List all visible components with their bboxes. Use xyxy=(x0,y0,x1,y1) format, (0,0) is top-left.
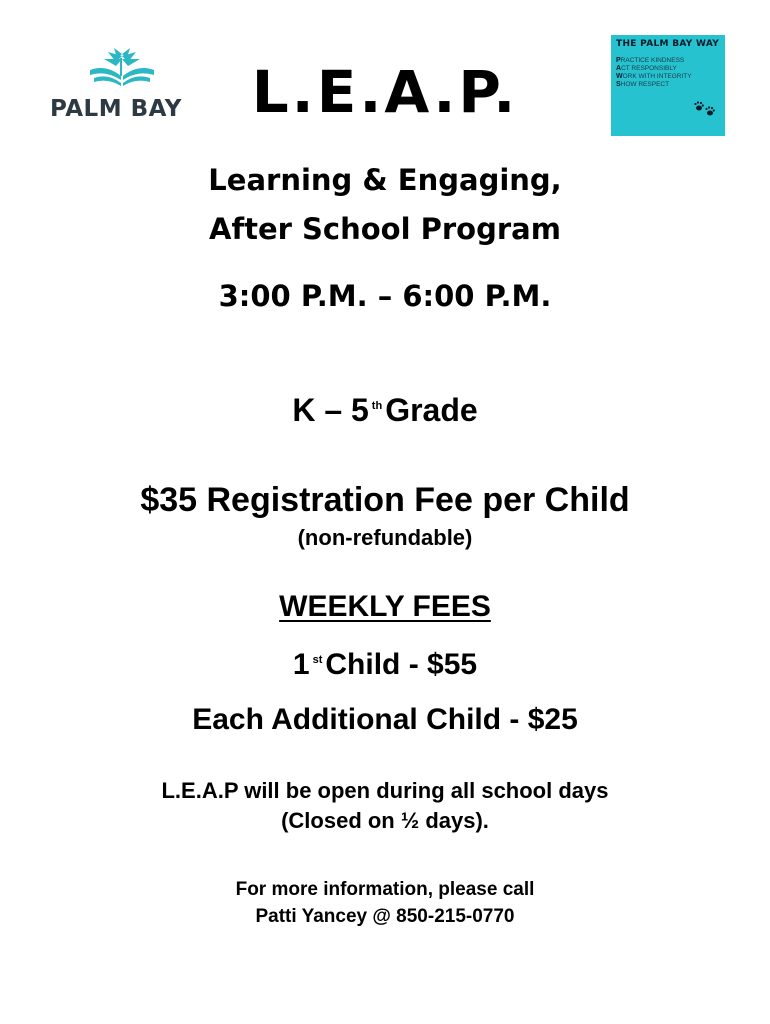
badge-line: WORK WITH INTEGRITY xyxy=(616,73,692,80)
paw-prints-icon xyxy=(693,100,717,118)
program-name-line-1: Learning & Engaging, xyxy=(208,163,562,197)
badge-line: ACT RESPONSIBLY xyxy=(616,65,677,72)
first-child-fee: 1 $^{st}$ Child - $55 xyxy=(292,648,478,681)
weekly-fees-heading: WEEKLY FEES xyxy=(279,590,491,623)
registration-fee: $35 Registration Fee per Child xyxy=(140,481,630,519)
additional-child-fee: Each Additional Child - $25 xyxy=(192,703,578,736)
page-title: L.E.A.P. xyxy=(251,58,519,126)
open-days-line-2: (Closed on ½ days). xyxy=(281,808,489,833)
badge-title: THE PALM BAY WAY xyxy=(616,39,720,49)
program-name-line-2: After School Program xyxy=(209,212,561,246)
badge-line: SHOW RESPECT xyxy=(616,81,670,88)
grade-range: K – 5 $^{th}$Grade xyxy=(292,392,478,428)
open-days-line-1: L.E.A.P will be open during all school days xyxy=(161,778,609,803)
palm-bay-logo-text: PALM BAY xyxy=(50,96,182,122)
palm-bay-way-badge xyxy=(611,35,725,136)
contact-phone: Patti Yancey @ 850-215-0770 xyxy=(255,906,515,927)
info-line-1: For more information, please call xyxy=(235,879,535,900)
program-hours: 3:00 P.M. – 6:00 P.M. xyxy=(218,279,552,313)
registration-note: (non-refundable) xyxy=(297,525,473,550)
badge-line: PRACTICE KINDNESS xyxy=(616,57,685,64)
